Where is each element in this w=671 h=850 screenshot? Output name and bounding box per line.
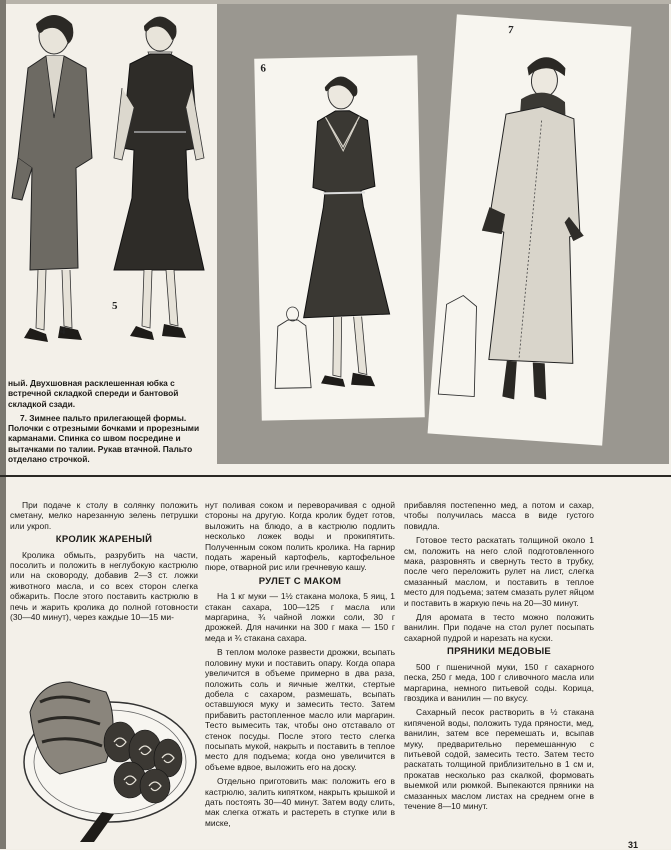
recipe-paragraph: нут поливая соком и переворачивая с одной стороны на другую. Когда кролик будет готов, выложить на блюдо, а в кастрюлю подлить несколько ложек воды и прокипятить. Полученным соком полить кролика. На гарнир подать жареный картофель, картофельное пюре, отварной рис или гречневую кашу.: [205, 500, 395, 573]
soup-serving-note: При подаче к столу в солянку положить сметану, мелко нарезанную зелень петрушки или укроп.: [10, 500, 198, 531]
fashion-figure-4: [6, 8, 106, 348]
figure-number-4: 4: [60, 325, 66, 337]
recipe-title-rabbit: КРОЛИК ЖАРЕНЫЙ: [55, 534, 153, 546]
recipe-ingredients: 500 г пшеничной муки, 150 г сахарного песка, 250 г меда, 100 г сливочного масла или маргарина, немного питьевой соды. Корица, гвоздика и ванилин — по вкусу.: [404, 661, 594, 703]
recipe-paragraph: Кролика обмыть, разрубить на части, посолить и положить в неглубокую кастрюлю или на сковороду, добавив 2—3 ст. ложки животного масла, и со всех сторон слегка обжарить. После этого поставить кастрюлю в печь и жарить кролика до полной готовности (30—40 минут), через каждые 10—15 ми-: [10, 549, 198, 623]
figure-number-5: 5: [112, 300, 118, 312]
fashion-figure-7: [428, 14, 632, 445]
text-column-3: [404, 500, 594, 815]
section-divider: [0, 475, 671, 477]
figure-number-7: 7: [507, 24, 514, 37]
recipe-paragraph: прибавляя постепенно мед, а потом и сахар, чтобы получилась масса в виде густого повидла.: [404, 500, 594, 531]
recipe-title-poppy-roll: РУЛЕТ С МАКОМ: [258, 575, 342, 587]
fashion-figure-6: [254, 55, 425, 420]
text-column-2: [205, 500, 395, 832]
recipe-title-honey-cakes: ПРЯНИКИ МЕДОВЫЕ: [446, 646, 552, 658]
fashion-figure-5: [100, 8, 218, 348]
recipe-paragraph: Отдельно приготовить мак: положить его в кастрюлю, залить кипятком, накрыть крышкой и дать постоять 30—40 минут. Затем воду слить, мак слегка отжать и растереть в ступке или в миске,: [205, 776, 395, 828]
fashion-caption: [8, 378, 214, 468]
recipe-paragraph: Для аромата в тесто можно положить ванилин. При подаче на стол рулет посыпать сахарной пудрой и нарезать на куски.: [404, 612, 594, 643]
figure-number-6: 6: [260, 62, 267, 75]
recipe-paragraph: В теплом молоке развести дрожжи, всыпать половину муки и поставить опару. Когда опара увеличится в объеме примерно в два раза, положить соль и яичные желтки, стертые добела с сахаром, размешать, всыпать оставшуюся муку и замесить тесто. Затем прибавить растопленное масло или маргарин. Тесто вымесить так, чтобы оно отставало от стенок посуды. После этого тесто слегка посыпать мукой, накрыть и поставить в теплое место для подъема; когда оно увеличится в объеме вдвое, выложить его на доску.: [205, 647, 395, 772]
recipe-paragraph: Готовое тесто раскатать толщиной около 1 см, положить на него слой подготовленного мака, разровнять и свернуть тесто в трубку, после чего переложить рулет на лист, слегка смазанный маслом, и поставить в теплое место для подъема; затем смазать рулет яйцом и поставить в жаркую печь на 20—30 минут.: [404, 535, 594, 608]
text-column-1: [10, 500, 198, 626]
recipe-paragraph: Сахарный песок растворить в ½ стакана кипяченой воды, положить туда пряности, мед, ванилин, затем все перемешать и, всыпав муку, предварительно перемешанную с питьевой содой, замесить тесто. Затем тесто раскатать толщиной приблизительно в 1 см и, прокатав несколько раз скалкой, формовать выемкой или рюмкой. Выпекаются пряники на смазанных маслом листах на среднем огне в течение 8—10 минут.: [404, 707, 594, 811]
poppy-seed-roll-illustration: [10, 662, 200, 842]
fashion-card-6: [254, 55, 425, 420]
page-number: 31: [628, 840, 639, 850]
caption-paragraph: 7. Зимнее пальто прилегающей формы. Полочки с отрезными бочками и прорезными карманами. Спинка со швом посредине и вытачками по талии. Рукав втачной. Пальто отделано строчкой.: [8, 412, 200, 465]
recipe-ingredients: На 1 кг муки — 1½ стакана молока, 5 яиц, 1 стакан сахара, 100—125 г масла или маргарина, ¾ чайной ложки соли, 30 г дрожжей. Для начинки на 300 г мака — 150 г меда и ¾ стакана сахара.: [205, 591, 395, 643]
fashion-card-7: [428, 14, 632, 445]
caption-paragraph: ный. Двухшовная расклешенная юбка с встречной складкой спереди и бантовой складкой сзади.: [8, 378, 179, 409]
